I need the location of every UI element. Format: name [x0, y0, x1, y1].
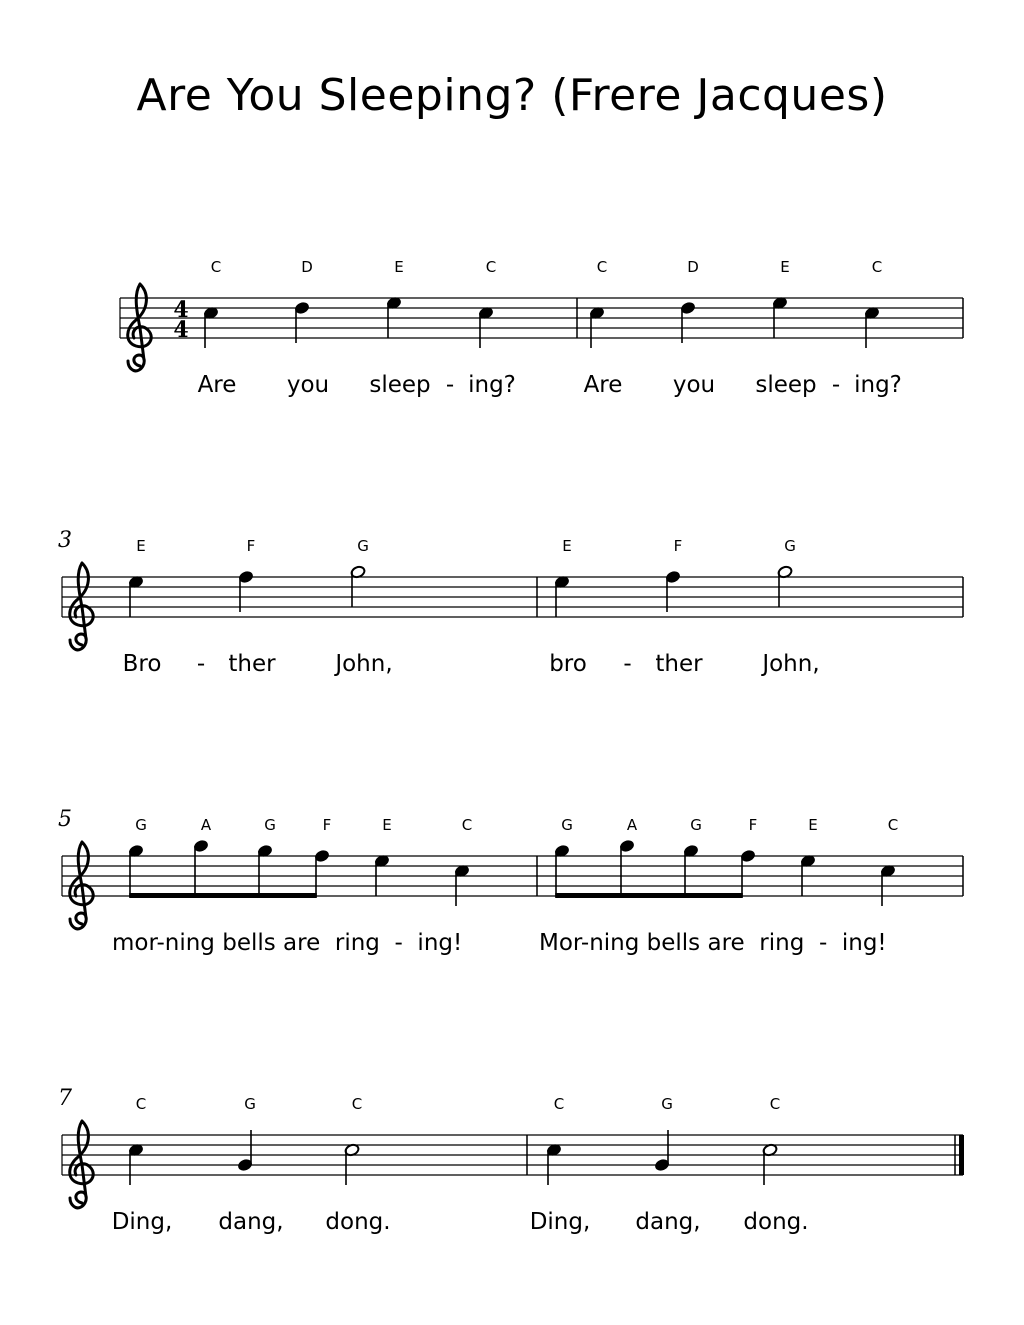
lyric-hyphen: -: [831, 372, 841, 398]
time-signature-bottom: 4: [173, 317, 189, 343]
note-beam: [555, 893, 743, 898]
lyric-syllable: Bro: [122, 651, 162, 677]
lyric-syllable: ing?: [468, 372, 516, 398]
lyric-syllable: sleep: [755, 372, 817, 398]
chord-symbol: E: [136, 537, 146, 555]
chord-symbol: C: [351, 1095, 363, 1113]
lyric-syllable: John,: [335, 651, 393, 677]
note-beam: [129, 893, 317, 898]
chord-symbol: E: [562, 537, 572, 555]
chord-symbol: C: [887, 816, 899, 834]
chord-symbol: C: [553, 1095, 565, 1113]
chord-symbol: G: [784, 537, 796, 555]
chord-symbol: F: [673, 537, 683, 555]
time-signature-top: 4: [173, 297, 189, 323]
lyric-syllable: bro: [549, 651, 587, 677]
chord-symbol: E: [780, 258, 790, 276]
lyric-hyphen: -: [445, 372, 455, 398]
lyric-syllable: ther: [228, 651, 276, 677]
chord-symbol: F: [246, 537, 256, 555]
measure-number: 7: [58, 1086, 72, 1111]
chord-symbol: D: [301, 258, 313, 276]
chord-symbol: C: [871, 258, 883, 276]
measure-number: 3: [58, 528, 72, 553]
lyric-syllable: Are: [197, 372, 237, 398]
chord-symbol: A: [200, 816, 212, 834]
lyric-hyphen: -: [196, 651, 206, 677]
lyric-syllable: Ding,: [529, 1209, 591, 1235]
chord-symbol: C: [135, 1095, 147, 1113]
lyric-syllable: John,: [762, 651, 820, 677]
chord-symbol: E: [394, 258, 404, 276]
chord-symbol: G: [244, 1095, 256, 1113]
chord-symbol: D: [687, 258, 699, 276]
chord-symbol: G: [135, 816, 147, 834]
lyric-syllable: dong.: [325, 1209, 391, 1235]
lyric-syllable: you: [286, 372, 330, 398]
chord-symbol: F: [322, 816, 332, 834]
chord-symbol: C: [769, 1095, 781, 1113]
chord-symbol: G: [690, 816, 702, 834]
chord-symbol: F: [748, 816, 758, 834]
lyric-syllable: dang,: [635, 1209, 701, 1235]
lyric-syllable: sleep: [369, 372, 431, 398]
chord-symbol: A: [626, 816, 638, 834]
lyric-line: mor-ning bells are ring - ing!: [112, 930, 463, 956]
chord-symbol: E: [382, 816, 392, 834]
chord-symbol: G: [661, 1095, 673, 1113]
chord-symbol: E: [808, 816, 818, 834]
lyric-line: Mor-ning bells are ring - ing!: [539, 930, 887, 956]
lyric-syllable: ther: [655, 651, 703, 677]
chord-symbol: C: [485, 258, 497, 276]
lyric-syllable: Ding,: [111, 1209, 173, 1235]
lyric-syllable: dang,: [218, 1209, 284, 1235]
chord-symbol: C: [210, 258, 222, 276]
lyric-hyphen: -: [623, 651, 632, 677]
chord-symbol: C: [596, 258, 608, 276]
lyric-syllable: ing?: [854, 372, 902, 398]
chord-symbol: G: [561, 816, 573, 834]
lyric-syllable: you: [672, 372, 716, 398]
lyric-syllable: Are: [583, 372, 623, 398]
lyric-syllable: dong.: [743, 1209, 809, 1235]
chord-symbol: G: [264, 816, 276, 834]
chord-symbol: G: [357, 537, 369, 555]
chord-symbol: C: [461, 816, 473, 834]
measure-number: 5: [58, 807, 72, 832]
page-title: Are You Sleeping? (Frere Jacques): [136, 70, 888, 121]
final-barline-thick: [959, 1135, 964, 1175]
